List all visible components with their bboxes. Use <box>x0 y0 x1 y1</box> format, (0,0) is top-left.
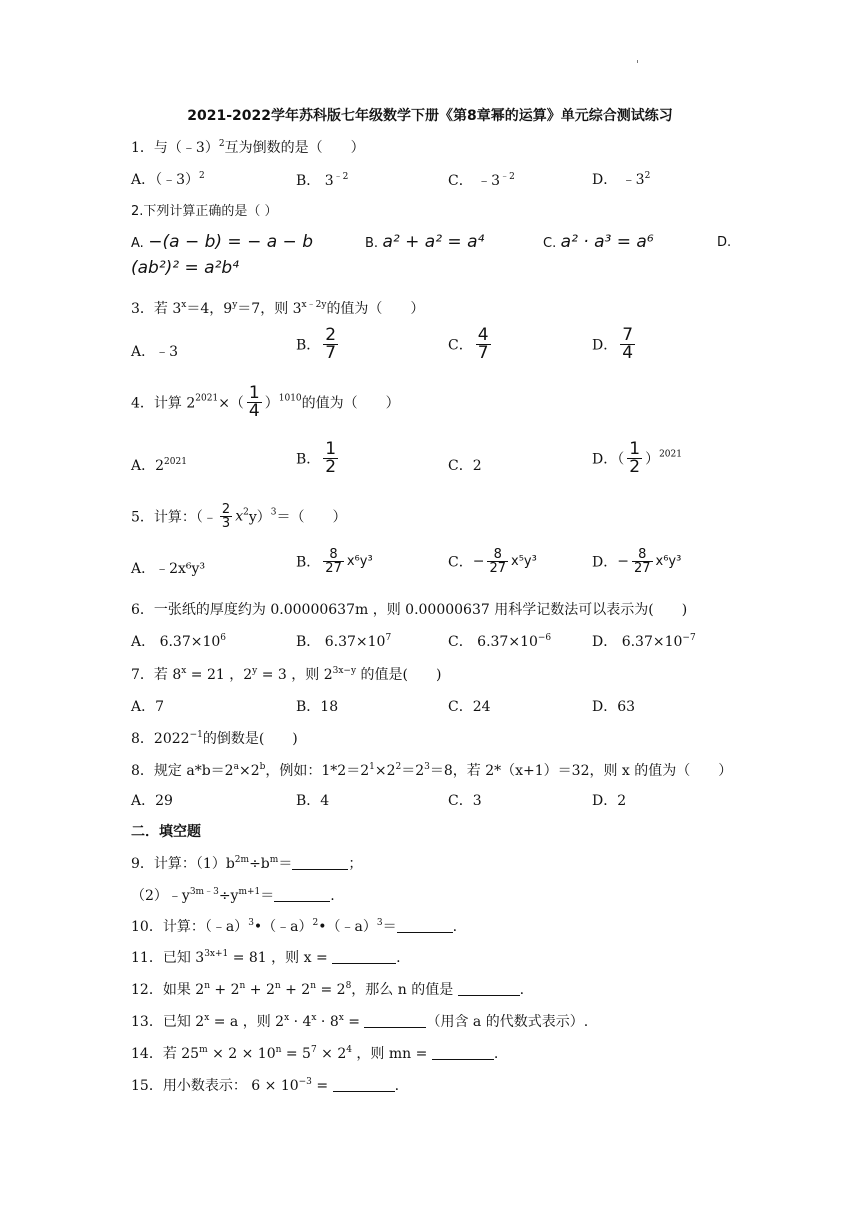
question-13: 13．已知 $2^x = a$ ，则 $2^x \cdot 4^x \cdot 8^x$ = （用含 a 的代数式表示）. <box>131 1013 589 1030</box>
option-b: B．18 <box>296 699 339 715</box>
answer-blank[interactable] <box>364 1013 426 1028</box>
option-b: B． $\frac{2}{7}$ <box>296 325 337 363</box>
option-c: C. a² · a³ = a⁶ <box>543 232 654 252</box>
question-1: 1．与（﹣3）$^2$互为倒数的是（ ） <box>131 139 365 156</box>
question-15: 15．用小数表示： $6 \times 10^{-3}$ = . <box>131 1077 400 1094</box>
answer-blank[interactable] <box>458 981 520 996</box>
question-8b: 8．规定 $a*b=2^a\times 2^b$，例如：$1*2=2^1\times 2^2=2^3=8$，若 2*（x+1）＝32，则 x 的值为（ ） <box>131 762 733 779</box>
option-d: D．（ $\frac{1}{2}$ ）$^{2021}$ <box>592 439 682 477</box>
question-2: 2.下列计算正确的是（ ） <box>131 204 278 219</box>
section-fill-in-heading: 二．填空题 <box>131 824 201 840</box>
option-c: C．2 <box>448 458 482 474</box>
option-d: D．− $\frac{8}{27}$ x⁶y³ <box>592 547 682 576</box>
header-mark: ' <box>636 58 640 71</box>
option-a: A．﹣3 <box>131 344 179 360</box>
option-d: D． $\frac{7}{4}$ <box>592 325 634 363</box>
question-3-options <box>131 327 751 377</box>
option-c: C． $6.37\times 10^{-6}$ <box>448 633 552 650</box>
option-d: D． $6.37\times 10^{-7}$ <box>592 633 696 650</box>
question-10: 10．计算：（﹣a）$^3$•（﹣a）$^2$•（﹣a）$^3$＝ . <box>131 918 458 935</box>
option-d: D． $﹣3^2$ <box>592 171 651 188</box>
option-a: A． $6.37\times 10^6$ <box>131 633 227 650</box>
question-6: 6．一张纸的厚度约为 0.00000637m ，则 0.00000637 用科学记数法可以表示为( ) <box>131 602 688 618</box>
answer-blank[interactable] <box>333 1077 395 1092</box>
question-9-part-2: $(2)﹣y^{3m﹣3}\div y^{m+1}=$ . <box>131 887 335 904</box>
answer-blank[interactable] <box>274 887 330 902</box>
question-14: 14．若 $25^m \times 2 \times 10^n = 5^7 \times 2^4$ ，则 mn = . <box>131 1045 499 1062</box>
option-a: A．﹣2x⁶y³ <box>131 561 206 577</box>
option-b: B． $6.37\times 10^7$ <box>296 633 392 650</box>
option-d: D．2 <box>592 793 627 809</box>
question-7: 7．若 $8^x = 21$ ，$2^y = 3$ ，则 $2^{3x-y}$ 的值是( ) <box>131 666 442 683</box>
question-9-part-1: 9．计算：$(1)b^{2m}\div b^m=$ ； <box>131 855 363 872</box>
option-a: A．（﹣3）$^2$ <box>131 171 205 188</box>
option-a: A. −(a − b) = − a − b <box>131 232 313 252</box>
question-5: 5．计算：（﹣ $\frac{2}{3}$ $x^2y)^3=$（ ） <box>131 502 347 531</box>
option-b: B． $\frac{1}{2}$ <box>296 439 337 477</box>
option-c: C． $\frac{4}{7}$ <box>448 325 489 363</box>
question-2-option-d-expr: (ab²)² = a²b⁴ <box>131 258 239 278</box>
question-11: 11．已知 $3^{3x+1} = 81$ ，则 x = . <box>131 949 401 966</box>
option-a: A．7 <box>131 699 165 715</box>
option-c: C．− $\frac{8}{27}$ x⁵y³ <box>448 547 537 576</box>
option-b: B． $\frac{8}{27}$ x⁶y³ <box>296 547 373 576</box>
answer-blank[interactable] <box>292 855 348 870</box>
option-d-label: D. <box>717 235 732 250</box>
question-8a: 8．$2022^{-1}$的倒数是( ) <box>131 730 298 747</box>
answer-blank[interactable] <box>432 1045 494 1060</box>
option-c: C．3 <box>448 793 482 809</box>
option-b: B． $3^{﹣2}$ <box>296 172 349 189</box>
worksheet-title: 2021-2022学年苏科版七年级数学下册《第8章幂的运算》单元综合测试练习 <box>187 108 673 124</box>
option-c: C．24 <box>448 699 491 715</box>
question-12: 12．如果 $2^n + 2^n + 2^n + 2^n = 2^8$，那么 n 的值是 . <box>131 981 525 998</box>
option-b: B．4 <box>296 793 330 809</box>
question-4-options <box>131 441 751 491</box>
option-a: A．$2^{2021}$ <box>131 457 187 474</box>
option-a: A．29 <box>131 793 173 809</box>
question-4: 4．计算 $2^{2021}\times$（ $\frac{1}{4}$ ）$^{1010}$的值为（ ） <box>131 383 400 421</box>
question-5-options <box>131 548 751 590</box>
question-3: 3．若 $3^x=4$，$9^y=7$，则 $3^{x﹣2y}$的值为（ ） <box>131 300 425 317</box>
option-b: B. a² + a² = a⁴ <box>365 232 485 252</box>
answer-blank[interactable] <box>332 949 396 964</box>
option-c: C． $﹣3^{﹣2}$ <box>448 172 515 189</box>
answer-blank[interactable] <box>397 918 453 933</box>
option-d: D．63 <box>592 699 636 715</box>
